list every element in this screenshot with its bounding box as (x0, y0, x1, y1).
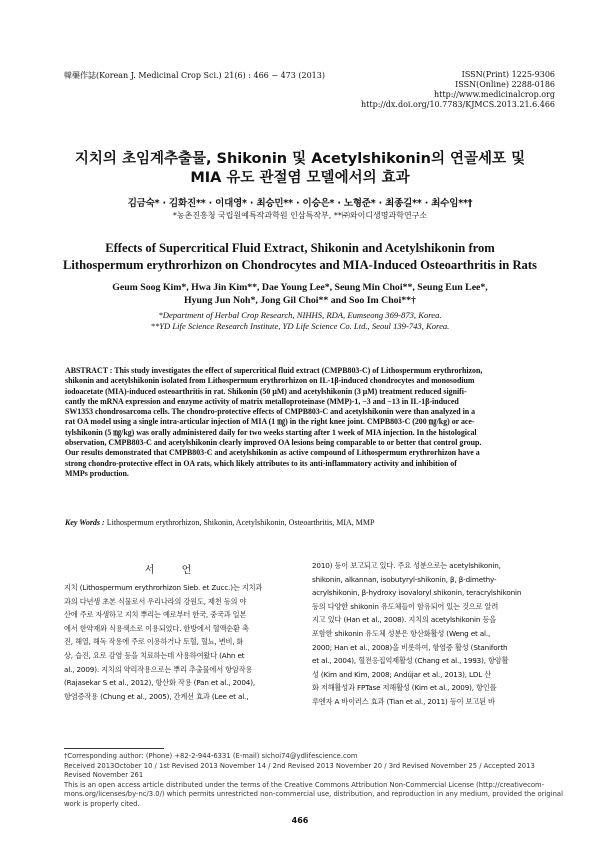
issn-online: ISSN(Online) 2288-0186 (455, 80, 555, 89)
korean-title-line: 지치의 초임계추출물, Shikonin 및 Acetylshikonin의 연골세포 및 (74, 151, 526, 167)
keywords-text: Lithospermum erythrorhizon, Shikonin, Acetylshikonin, Osteoarthritis, MIA, MMP (104, 518, 375, 527)
body-line: 화 저해활성과 FPTase 저해활성 (Kim et al., 2009), 항인플 (312, 683, 497, 693)
abstract-line: cantly the mRNA expression and enzyme activity of matrix metalloproteinase (MMP)-1, −3 and −13 in IL-1β-induced (65, 396, 459, 406)
abstract-line: observation, CMPB803-C and acetylshikonin clearly improved OA lesions being comparable to or better that control group. (65, 438, 482, 448)
english-title-line: Effects of Supercritical Fluid Extract, Shikonin and Acetylshikonin from (105, 241, 495, 255)
abstract-line: rat OA model using a single intra-articular injection of MIA (1 ㎎) in the right knee joint. CMPB803-C (200 ㎎/kg) or ace- (65, 417, 475, 427)
english-author-line: Hyung Jun Noh*, Jong Gil Choi** and Soo Im Choi**† (184, 295, 416, 306)
abstract-line: shikonin and acetylshikonin isolated from Lithospermum erythrorhizon on IL-1β-induced chondrocytes and monosodium (65, 376, 475, 386)
body-line: 등의 다양한 shikonin 유도체들이 함유되어 있는 것으로 알려 (312, 601, 499, 611)
body-line: 과의 다년생 초본 식물로서 우리나라의 강원도, 제천 등의 야 (64, 596, 247, 606)
page-number: 466 (291, 816, 309, 825)
footnotes (64, 752, 563, 810)
keywords-label: Key Words : (65, 518, 105, 527)
body-line: 항염증작용 (Chung et al., 2005), 간계선 효과 (Lee et al., (64, 691, 249, 701)
english-affiliation-line: *Department of Herbal Crop Research, NIHHS, RDA, Eumseong 369-873, Korea. (158, 310, 442, 320)
body-column-right (312, 559, 540, 709)
abstract-line: ABSTRACT : This study investigates the effect of supercritical fluid extract (CMPB803-C) of Lithospermum erythrorhizon, (65, 366, 483, 375)
abstract-line: tylshikonin (5 ㎎/kg) was orally administered daily for two weeks starting after 1 week of MIA injection. In the histological (65, 427, 477, 437)
english-affiliation-line: **YD Life Science Research Institute, YD Life Science Co. Ltd., Seoul 139-743, Korea. (150, 321, 450, 331)
section-heading: 서 언 (144, 565, 204, 576)
english-title-line: Lithospermum erythrorhizon on Chondrocytes and MIA-Induced Osteoarthritis in Rats (63, 258, 537, 272)
abstract (65, 366, 535, 479)
korean-authors: 김금숙* · 김화진** · 이대영* · 최승민** · 이승은* · 노형준* · 최종길** · 최수임**† (127, 198, 473, 209)
journal-citation: 韓藥作誌(Korean J. Medicinal Crop Sci.) 21(6) : 466 − 473 (2013) (64, 71, 325, 80)
footnote-line: This is an open access article distributed under the terms of the Creative Commons Attribution Non-Commercial License (http://creativecom- (64, 780, 545, 789)
body-line: 루엔자 A 바이러스 효과 (Tian et al., 2011) 등이 보고된 바 (312, 696, 495, 706)
issn-print: ISSN(Print) 1225-9306 (461, 70, 555, 79)
footnote-line: work is properly cited. (64, 799, 140, 808)
abstract-line: iodoacetate (MIA)-induced osteoarthritis in rat. Shikonin (50 μM) and acetylshikonin (3 μM) treatment reduced signifi- (65, 386, 467, 396)
body-line: acrylshikonin, β-hydroxy isovaloryl shikonin, teracrylshikonin (312, 588, 522, 598)
abstract-line: strong chondro-protective effect in OA rats, which likely attributes to its anti-inflammatory activity and inhibition of (65, 458, 457, 468)
english-affiliation (40, 310, 560, 332)
abstract-line: SW1353 chondrosarcoma cells. The chondro-protective effects of CMPB803-C and acetylshikonin were than analyzed in a (65, 407, 476, 417)
footnote-line: Received 2013October 10 / 1st Revised 2013 November 14 / 2nd Revised 2013 November 20 / 3rd Revised November 25 / Accepted 2013 (64, 761, 535, 770)
korean-affiliation: *농촌진흥청 국립원예특작과학원 인삼특작부, **㈜와이디생명과학연구소 (172, 211, 428, 220)
body-line: 상, 습진, 요로 감염 등을 치료하는데 사용하여왔다 (Ahn et (64, 650, 245, 660)
footnote-line: Revised November 261 (64, 771, 144, 780)
korean-title (40, 150, 560, 188)
english-authors (40, 281, 560, 307)
english-author-line: Geum Soog Kim*, Hwa Jin Kim**, Dae Young Lee*, Seung Min Choi**, Seung Eun Lee*, (112, 282, 488, 293)
doi: http://dx.doi.org/10.7783/KJMCS.2013.21.6.466 (361, 100, 555, 109)
body-line: 2000; Han et al., 2008)을 비롯하여, 항염증 활성 (Staniforth (312, 642, 508, 652)
body-line: 에서 한약재와 식용색소로 이용되었다. 한방에서 혈액순환 촉 (64, 623, 249, 633)
body-line: (Rajasekar S et al., 2012), 항산화 작용 (Pan et al., 2004), (64, 678, 255, 688)
body-line: 성 (Kim and Kim, 2008; Andújar et al., 2013), LDL 산 (312, 669, 492, 679)
keywords (65, 518, 535, 527)
journal-url: http://www.medicinalcrop.org (434, 90, 555, 99)
english-title (30, 240, 570, 274)
body-line: 산에 주로 자생하고 지치 뿌리는 예로부터 한국, 중국과 일본 (64, 610, 247, 620)
body-line: al., 2009). 지치의 약리작용으로는 뿌리 추출물에서 항암작용 (64, 664, 253, 674)
korean-title-line: MIA 유도 관절염 모델에서의 효과 (190, 170, 410, 186)
body-line: 지고 있다 (Han et al., 2008). 지치의 acetylshikonin 등을 (312, 615, 497, 625)
footnote-divider (64, 748, 164, 749)
footnote-line: mons.org/licenses/by-nc/3.0/) which permits unrestricted non-commercial use, distribution, and reproduction in any medium, provided the original (64, 790, 563, 799)
body-line: 지치 (Lithospermum erythrorhizon Sieb. et Zucc.)는 지치과 (64, 583, 263, 592)
body-line: 2010) 등이 보고되고 있다. 주요 성분으로는 acetylshikonin, (312, 561, 501, 570)
body-line: 포함한 shikonin 유도체 성분은 항산화활성 (Weng et al., (312, 628, 491, 638)
body-line: et al., 2004), 혈전응집억제활성 (Chang et al., 1993), 항암활 (312, 656, 509, 666)
footnote-line: †Corresponding author: (Phone) +82-2-944-6331 (E-mail) sichoi74@ydlifescience.com (64, 752, 358, 760)
body-column-left (64, 581, 296, 703)
abstract-line: Our results demonstrated that CMPB803-C and acetylshikonin as active compound of Lithospermum erythrorhizon have a (65, 448, 480, 458)
body-line: shikonin, alkannan, isobutyryl-shikonin, β, β-dimethy- (312, 574, 497, 584)
abstract-line: MMPs production. (65, 468, 129, 478)
body-line: 진, 해열, 해독 작용에 주로 이용하거나 토혈, 혈뇨, 변비, 화 (64, 637, 244, 647)
issn-block (335, 70, 555, 110)
